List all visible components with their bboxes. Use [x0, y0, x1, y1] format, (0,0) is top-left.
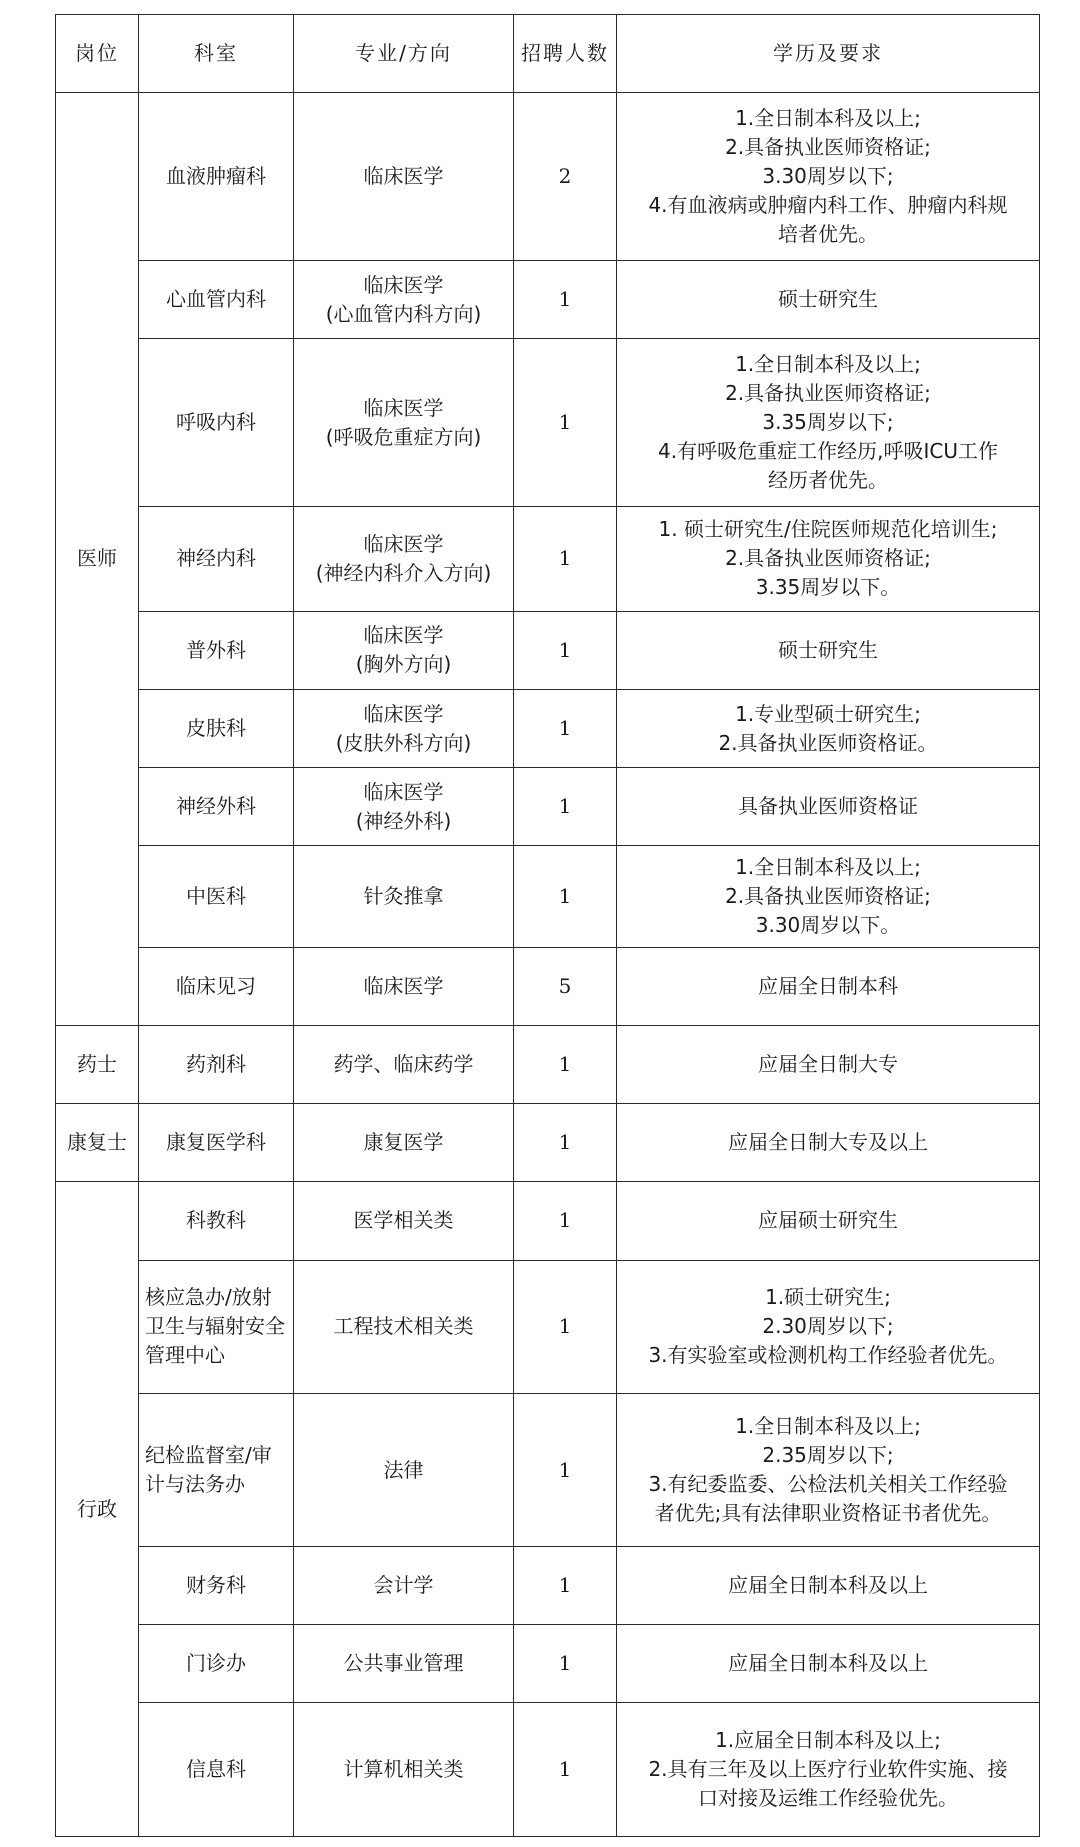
major-line: (神经内科介入方向) [315, 560, 492, 585]
department-cell: 普外科 [139, 611, 294, 689]
department-cell: 中医科 [139, 846, 294, 947]
requirement-line: 应届全日制大专 [758, 1052, 898, 1077]
major-line: 临床医学 [363, 623, 444, 648]
table-row [56, 846, 1040, 947]
table-row [56, 1394, 1040, 1547]
table-row [56, 1260, 1040, 1393]
requirement-line: 硕士研究生 [778, 287, 878, 312]
requirement-line: 3.30周岁以下。 [755, 913, 901, 938]
requirement-line: 口对接及运维工作经验优先。 [698, 1786, 958, 1811]
major-cell [294, 846, 514, 947]
major-line: 临床医学 [363, 395, 444, 420]
table-row [56, 611, 1040, 689]
requirement-line: 3.35周岁以下。 [755, 575, 901, 600]
requirement-line: 2.35周岁以下; [762, 1443, 894, 1467]
department-cell: 神经内科 [139, 507, 294, 612]
count-cell: 1 [514, 260, 617, 338]
count-cell: 1 [514, 507, 617, 612]
requirement-line: 1.全日制本科及以上; [735, 352, 921, 377]
major-line: 计算机相关类 [343, 1757, 464, 1782]
major-cell [294, 768, 514, 846]
department-cell: 呼吸内科 [139, 339, 294, 507]
header-cell-3: 专业/方向 [294, 15, 514, 93]
count-cell: 5 [514, 947, 617, 1025]
department-cell: 临床见习 [139, 947, 294, 1025]
requirement-line: 应届全日制本科 [758, 973, 898, 998]
position-cell: 康复士 [56, 1104, 139, 1182]
requirements-cell [617, 339, 1040, 507]
requirement-line: 4.有血液病或肿瘤内科工作、肿瘤内科规 [648, 192, 1008, 217]
department-cell: 信息科 [139, 1703, 294, 1837]
count-cell: 1 [514, 1260, 617, 1393]
requirements-cell [617, 1260, 1040, 1393]
major-cell [294, 339, 514, 507]
major-cell [294, 1182, 514, 1260]
department-cell: 科教科 [139, 1182, 294, 1260]
table-row [56, 1104, 1040, 1182]
requirement-line: 3.30周岁以下; [762, 163, 894, 188]
major-line: 临床医学 [363, 163, 444, 188]
requirement-line: 2.具有三年及以上医疗行业软件实施、接 [648, 1757, 1008, 1782]
table-row [56, 260, 1040, 338]
table-row [56, 947, 1040, 1025]
major-cell [294, 1703, 514, 1837]
major-line: 临床医学 [363, 701, 444, 726]
recruitment-table [55, 14, 1040, 1837]
department-cell: 财务科 [139, 1547, 294, 1625]
requirements-cell [617, 947, 1040, 1025]
major-line: 临床医学 [363, 779, 444, 804]
count-cell: 1 [514, 1625, 617, 1703]
requirement-line: 应届硕士研究生 [758, 1208, 898, 1233]
count-cell: 1 [514, 690, 617, 768]
requirement-line: 2.具备执业医师资格证; [725, 884, 931, 909]
requirements-cell [617, 1104, 1040, 1182]
requirement-line: 2.具备执业医师资格证。 [718, 730, 938, 755]
major-line: (胸外方向) [355, 652, 452, 677]
table-row [56, 1547, 1040, 1625]
major-line: 临床医学 [363, 973, 444, 998]
count-cell: 1 [514, 1394, 617, 1547]
requirement-line: 者优先;具有法律职业资格证书者优先。 [654, 1501, 1002, 1525]
requirement-line: 4.有呼吸危重症工作经历,呼吸ICU工作 [658, 439, 998, 464]
major-cell [294, 1394, 514, 1547]
requirement-line: 1.硕士研究生; [765, 1285, 891, 1310]
requirements-cell [617, 260, 1040, 338]
requirement-line: 经历者优先。 [768, 468, 888, 493]
major-line: 针灸推拿 [363, 884, 444, 909]
requirement-line: 2.具备执业医师资格证; [725, 134, 931, 159]
requirement-line: 应届全日制本科及以上 [728, 1651, 928, 1676]
header-cell-1: 岗位 [56, 15, 139, 93]
major-line: (神经外科) [355, 808, 452, 833]
count-cell: 1 [514, 1703, 617, 1837]
header-cell-2: 科室 [139, 15, 294, 93]
major-line: 会计学 [373, 1573, 434, 1598]
table-row [56, 93, 1040, 261]
department-cell: 药剂科 [139, 1025, 294, 1103]
position-cell: 行政 [56, 1182, 139, 1837]
major-cell [294, 507, 514, 612]
major-line: (皮肤外科方向) [335, 730, 472, 755]
major-line: 医学相关类 [353, 1208, 454, 1233]
major-line: 临床医学 [363, 272, 444, 297]
major-line: (呼吸危重症方向) [325, 424, 482, 449]
department-cell: 心血管内科 [139, 260, 294, 338]
major-line: 临床医学 [363, 531, 444, 556]
position-cell: 药士 [56, 1025, 139, 1103]
requirements-cell [617, 1182, 1040, 1260]
major-line: 康复医学 [363, 1130, 444, 1155]
requirements-cell [617, 846, 1040, 947]
major-cell [294, 1025, 514, 1103]
table-row [56, 690, 1040, 768]
requirement-line: 应届全日制大专及以上 [728, 1130, 928, 1155]
department-cell: 皮肤科 [139, 690, 294, 768]
requirements-cell [617, 507, 1040, 612]
requirements-cell [617, 611, 1040, 689]
requirements-cell [617, 1025, 1040, 1103]
requirement-line: 3.有纪委监委、公检法机关相关工作经验 [648, 1472, 1008, 1496]
department-cell: 神经外科 [139, 768, 294, 846]
table-row [56, 507, 1040, 612]
major-line: 公共事业管理 [343, 1651, 464, 1676]
department-cell: 康复医学科 [139, 1104, 294, 1182]
requirement-line: 2.30周岁以下; [762, 1314, 894, 1339]
count-cell: 1 [514, 846, 617, 947]
major-cell [294, 1260, 514, 1393]
requirement-line: 1.全日制本科及以上; [735, 1414, 921, 1438]
major-cell [294, 260, 514, 338]
requirement-line: 3.有实验室或检测机构工作经验者优先。 [648, 1343, 1008, 1368]
count-cell: 1 [514, 611, 617, 689]
major-cell [294, 1547, 514, 1625]
header-row [56, 15, 1040, 93]
requirement-line: 2.具备执业医师资格证; [725, 381, 931, 406]
requirement-line: 2.具备执业医师资格证; [725, 546, 931, 571]
table-row [56, 1703, 1040, 1837]
requirement-line: 应届全日制本科及以上 [728, 1573, 928, 1598]
requirement-line: 1. 硕士研究生/住院医师规范化培训生; [658, 517, 998, 542]
count-cell: 1 [514, 1182, 617, 1260]
department-cell: 核应急办/放射卫生与辐射安全管理中心 [139, 1260, 294, 1393]
requirement-line: 1.专业型硕士研究生; [735, 701, 921, 726]
requirements-cell [617, 1625, 1040, 1703]
table-row [56, 1025, 1040, 1103]
position-cell: 医师 [56, 93, 139, 1026]
table-row [56, 339, 1040, 507]
department-cell: 门诊办 [139, 1625, 294, 1703]
department-cell: 纪检监督室/审计与法务办 [139, 1394, 294, 1547]
requirements-cell [617, 93, 1040, 261]
requirements-cell [617, 690, 1040, 768]
requirement-line: 具备执业医师资格证 [738, 794, 918, 819]
header-cell-5: 学历及要求 [617, 15, 1040, 93]
major-line: 药学、临床药学 [333, 1052, 474, 1077]
major-cell [294, 947, 514, 1025]
count-cell: 1 [514, 768, 617, 846]
requirement-line: 培者优先。 [778, 221, 878, 246]
requirements-cell [617, 768, 1040, 846]
count-cell: 1 [514, 1547, 617, 1625]
table-row [56, 1182, 1040, 1260]
requirement-line: 硕士研究生 [778, 637, 878, 662]
count-cell: 1 [514, 1104, 617, 1182]
requirements-cell [617, 1547, 1040, 1625]
department-cell: 血液肿瘤科 [139, 93, 294, 261]
major-cell [294, 1625, 514, 1703]
count-cell: 1 [514, 1025, 617, 1103]
count-cell: 1 [514, 339, 617, 507]
major-line: (心血管内科方向) [325, 301, 482, 326]
major-line: 工程技术相关类 [333, 1314, 474, 1339]
requirement-line: 1.全日制本科及以上; [735, 105, 921, 130]
table-row [56, 1625, 1040, 1703]
requirement-line: 1.全日制本科及以上; [735, 855, 921, 880]
major-cell [294, 690, 514, 768]
count-cell: 2 [514, 93, 617, 261]
requirement-line: 3.35周岁以下; [762, 410, 894, 435]
major-cell [294, 611, 514, 689]
requirements-cell [617, 1394, 1040, 1547]
table-row [56, 768, 1040, 846]
table-body [56, 93, 1040, 1837]
requirement-line: 1.应届全日制本科及以上; [715, 1728, 941, 1753]
major-line: 法律 [383, 1457, 424, 1482]
major-cell [294, 1104, 514, 1182]
requirements-cell [617, 1703, 1040, 1837]
header-cell-4: 招聘人数 [514, 15, 617, 93]
major-cell [294, 93, 514, 261]
